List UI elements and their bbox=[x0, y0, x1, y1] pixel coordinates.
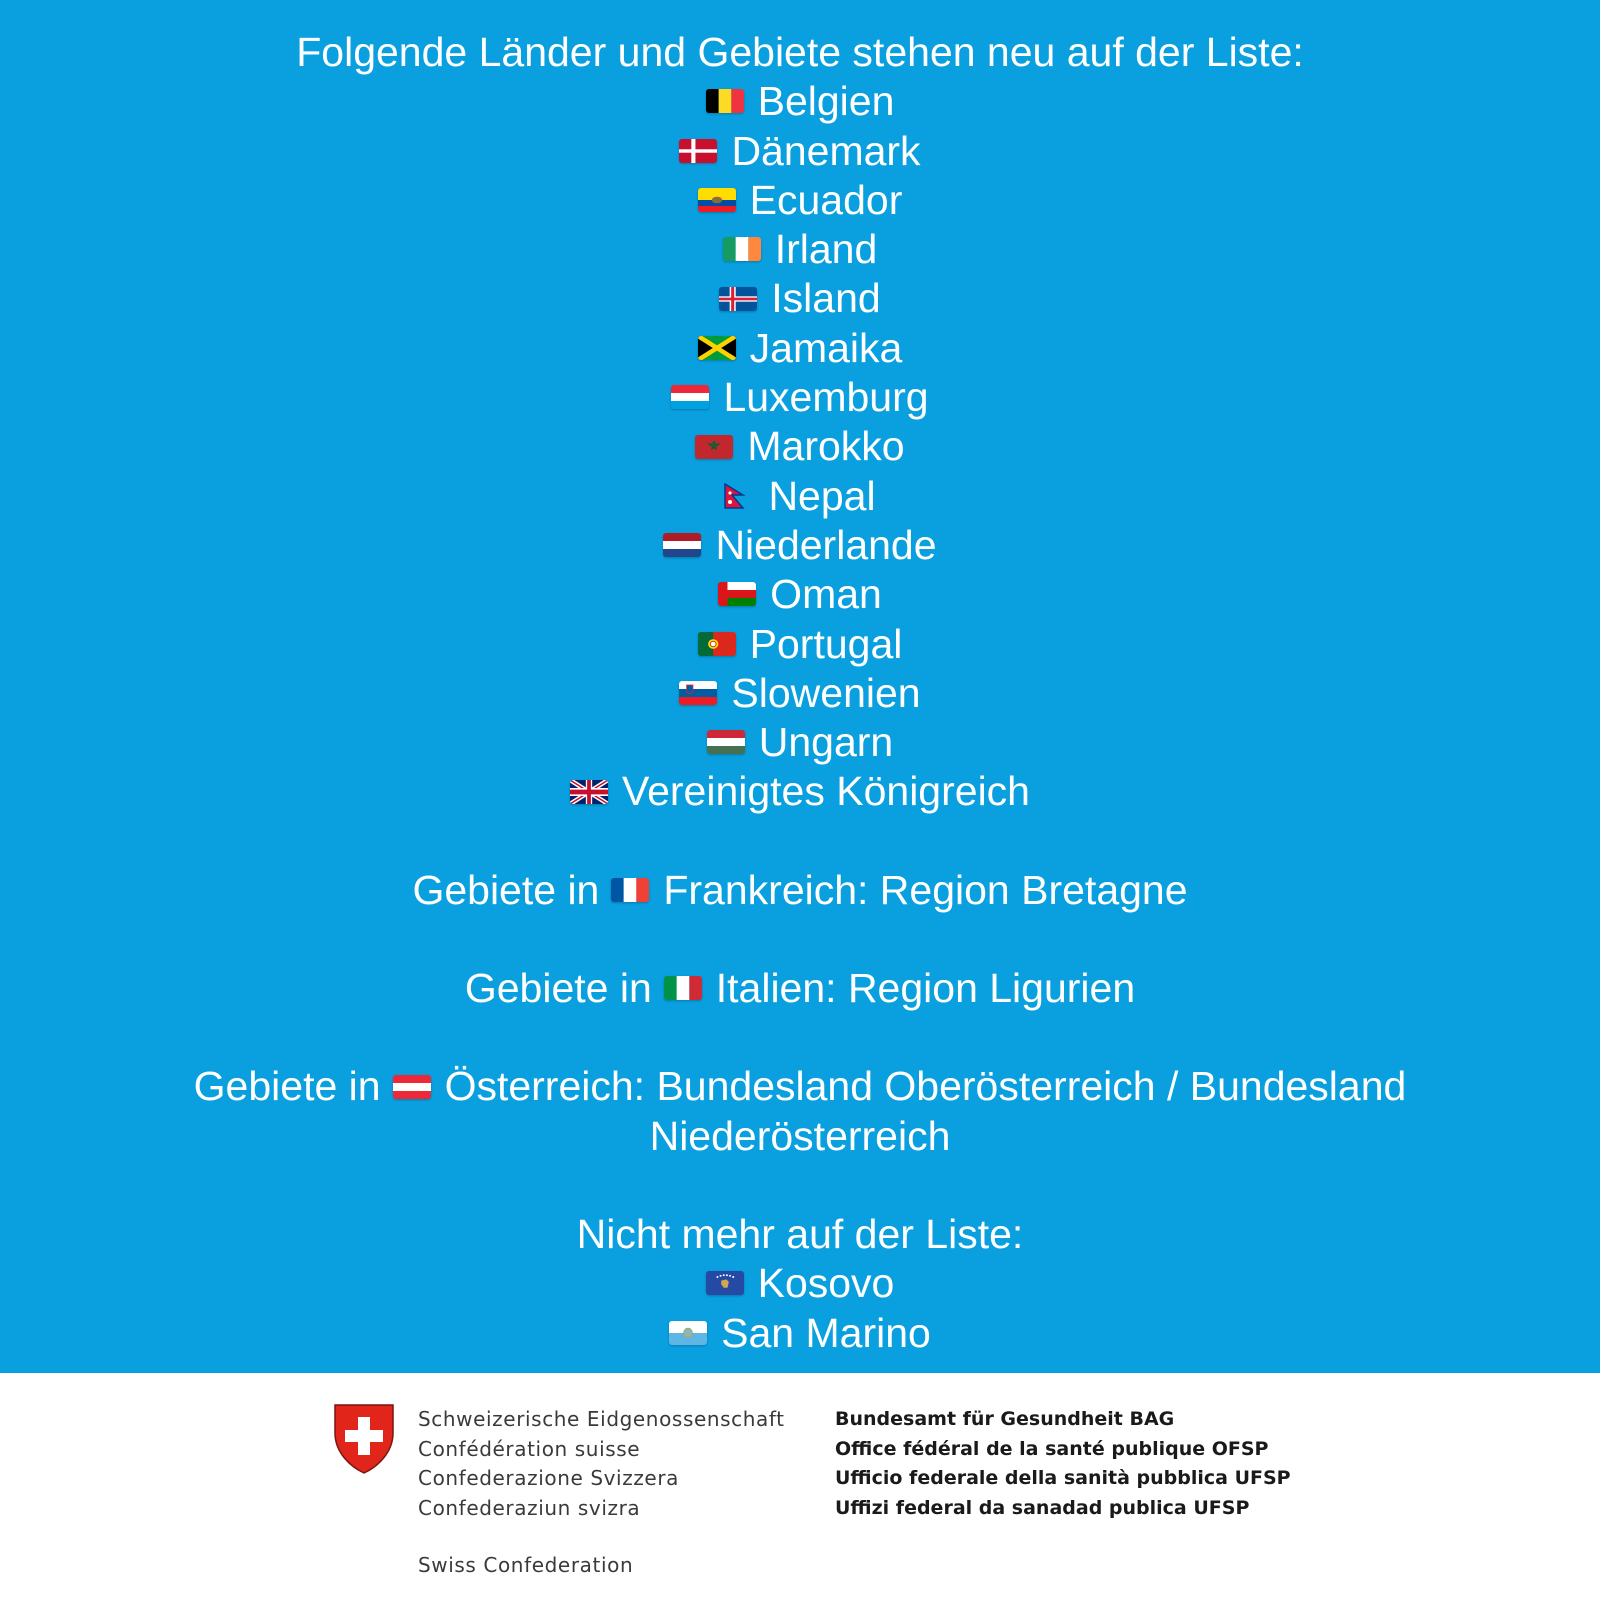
morocco-flag-icon bbox=[695, 435, 733, 459]
oman-flag-icon bbox=[718, 582, 756, 606]
country-name: Slowenien bbox=[731, 669, 921, 716]
italy-flag-icon bbox=[664, 976, 702, 1000]
removed-heading: Nicht mehr auf der Liste: bbox=[576, 1210, 1024, 1257]
country-name: Kosovo bbox=[757, 1260, 895, 1307]
country-name: Portugal bbox=[749, 620, 903, 667]
region-prefix: Gebiete in bbox=[412, 866, 600, 913]
country-item bbox=[0, 176, 1600, 225]
country-item bbox=[0, 620, 1600, 669]
office-name-it: Ufficio federale della sanità pubblica UFSP bbox=[835, 1467, 1291, 1489]
country-name: Niederlande bbox=[715, 521, 937, 568]
country-item bbox=[0, 274, 1600, 323]
kosovo-flag-icon bbox=[706, 1271, 744, 1295]
country-name: Jamaika bbox=[749, 324, 903, 371]
region-item bbox=[0, 964, 1600, 1013]
removed-item bbox=[0, 1309, 1600, 1358]
san-marino-flag-icon bbox=[669, 1321, 707, 1345]
region-prefix: Gebiete in bbox=[193, 1063, 381, 1110]
country-name: Luxemburg bbox=[723, 374, 929, 421]
region-text: Österreich: Bundesland Oberösterreich / Bundesland bbox=[444, 1063, 1407, 1110]
office-name-fr: Office fédéral de la santé publique OFSP bbox=[835, 1437, 1269, 1460]
country-item bbox=[0, 422, 1600, 471]
country-name: Nepal bbox=[768, 472, 876, 519]
austria-flag-icon bbox=[393, 1075, 431, 1099]
hungary-flag-icon bbox=[707, 730, 745, 754]
belgium-flag-icon bbox=[706, 89, 744, 113]
region-text: Italien: Region Ligurien bbox=[715, 965, 1136, 1012]
country-item bbox=[0, 718, 1600, 767]
country-item bbox=[0, 472, 1600, 521]
country-name: Oman bbox=[770, 571, 882, 618]
region-continuation: Niederösterreich bbox=[649, 1112, 951, 1159]
country-item bbox=[0, 324, 1600, 373]
country-name: Irland bbox=[774, 226, 878, 273]
new-list-heading: Folgende Länder und Gebiete stehen neu auf der Liste: bbox=[296, 29, 1304, 75]
confederation-name-rm: Confederaziun svizra bbox=[418, 1495, 641, 1520]
iceland-flag-icon bbox=[719, 287, 757, 311]
confederation-name-fr: Confédération suisse bbox=[418, 1436, 641, 1461]
country-item bbox=[0, 570, 1600, 619]
confederation-name-de: Schweizerische Eidgenossenschaft bbox=[418, 1407, 785, 1431]
country-name: Dänemark bbox=[731, 127, 921, 174]
region-prefix: Gebiete in bbox=[464, 965, 652, 1012]
country-item bbox=[0, 127, 1600, 176]
country-item bbox=[0, 669, 1600, 718]
region-item bbox=[0, 866, 1600, 915]
country-name: San Marino bbox=[721, 1309, 931, 1356]
denmark-flag-icon bbox=[679, 139, 717, 163]
removed-item bbox=[0, 1259, 1600, 1308]
country-item bbox=[0, 767, 1600, 816]
country-item bbox=[0, 373, 1600, 422]
office-names bbox=[835, 1405, 1291, 1523]
region-text: Frankreich: Region Bretagne bbox=[663, 866, 1188, 913]
france-flag-icon bbox=[611, 878, 649, 902]
country-name: Ungarn bbox=[758, 719, 894, 766]
country-name: Vereinigtes Königreich bbox=[622, 768, 1030, 815]
jamaica-flag-icon bbox=[698, 336, 736, 360]
ecuador-flag-icon bbox=[698, 188, 736, 212]
region-item bbox=[0, 1062, 1600, 1111]
country-item bbox=[0, 521, 1600, 570]
country-name: Ecuador bbox=[749, 176, 903, 223]
portugal-flag-icon bbox=[698, 632, 736, 656]
footer bbox=[0, 1373, 1600, 1600]
luxembourg-flag-icon bbox=[671, 385, 709, 409]
slovenia-flag-icon bbox=[679, 681, 717, 705]
country-item bbox=[0, 77, 1600, 126]
country-name: Island bbox=[771, 275, 881, 322]
country-name: Belgien bbox=[757, 78, 895, 125]
confederation-names bbox=[418, 1405, 785, 1581]
office-name-rm: Uffizi federal da sanadad publica UFSP bbox=[835, 1496, 1250, 1519]
uk-flag-icon bbox=[570, 780, 608, 804]
ireland-flag-icon bbox=[723, 237, 761, 261]
netherlands-flag-icon bbox=[663, 533, 701, 557]
nepal-flag-icon bbox=[724, 483, 746, 509]
office-name-de: Bundesamt für Gesundheit BAG bbox=[835, 1408, 1175, 1430]
country-item bbox=[0, 225, 1600, 274]
swiss-confederation-label: Swiss Confederation bbox=[418, 1553, 634, 1577]
swiss-crest-icon bbox=[333, 1403, 395, 1475]
country-name: Marokko bbox=[747, 423, 905, 470]
confederation-name-it: Confederazione Svizzera bbox=[418, 1466, 679, 1490]
